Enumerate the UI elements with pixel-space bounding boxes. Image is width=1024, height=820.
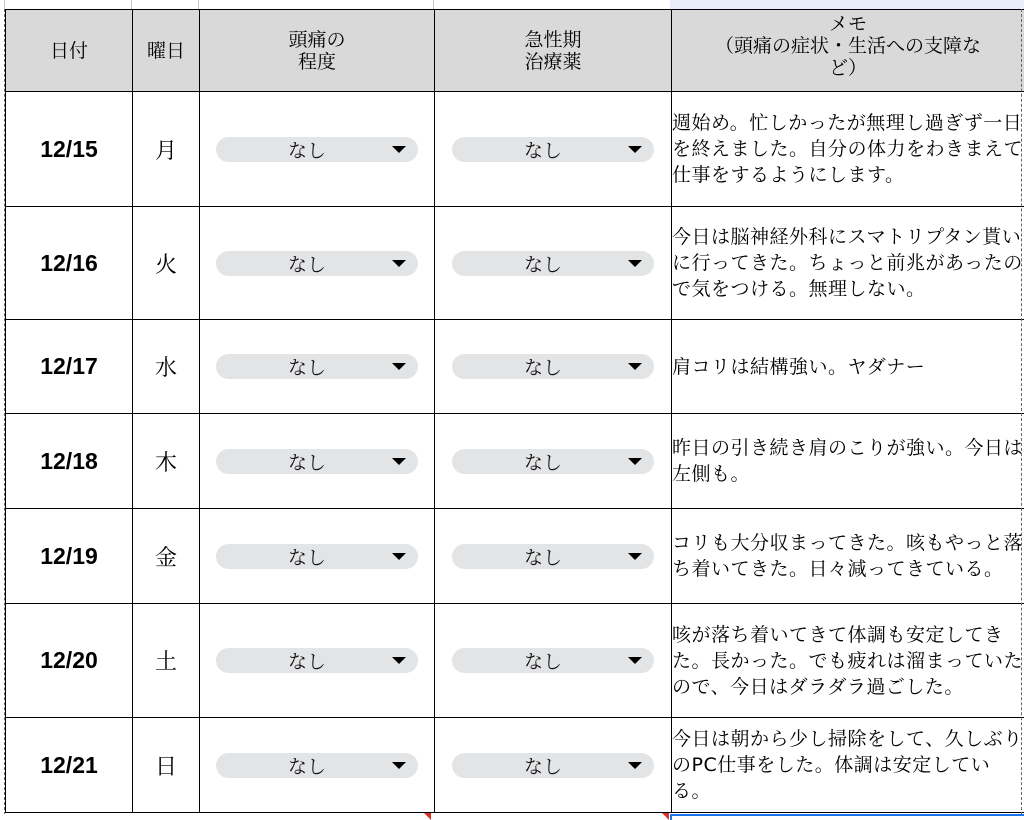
selected-column-highlight [670,0,1024,9]
severity-cell[interactable] [200,509,435,604]
medicine-cell[interactable] [435,320,672,414]
weekday-cell[interactable]: 土 [133,604,200,718]
severity-cell[interactable] [200,414,435,509]
memo-cell[interactable]: 咳が落ち着いてきて体調も安定してきた。長かった。でも疲れは溜まっていたので、今日はダラダラ過ごした。 [672,604,1024,718]
header-memo-line2: （頭痛の症状・生活への支障な [714,34,981,57]
table-row [6,92,1024,207]
severity-cell[interactable] [200,207,435,320]
memo-cell[interactable]: 昨日の引き続き肩のこりが強い。今日は左側も。 [672,414,1024,509]
medicine-dropdown[interactable] [452,753,654,778]
severity-cell[interactable] [200,604,435,718]
severity-dropdown[interactable] [216,544,418,569]
chevron-down-icon[interactable] [392,458,406,465]
chevron-down-icon[interactable] [628,458,642,465]
chevron-down-icon[interactable] [392,553,406,560]
medicine-dropdown[interactable] [452,251,654,276]
chevron-down-icon[interactable] [628,553,642,560]
header-memo-line1: メモ [828,12,867,35]
table-row [6,414,1024,509]
medicine-dropdown-value: なし [523,451,562,474]
severity-dropdown[interactable] [216,449,418,474]
header-row [6,10,1024,92]
column-strip [0,0,1024,9]
medicine-dropdown-value: なし [523,357,562,379]
header-medicine-line1: 急性期 [524,28,582,51]
severity-dropdown-value: なし [287,546,326,569]
weekday-cell[interactable]: 火 [133,207,200,320]
comment-marker[interactable] [662,813,669,820]
header-memo-line3: ど） [828,56,867,79]
chevron-down-icon[interactable] [628,363,642,370]
date-cell[interactable]: 12/18 [6,414,133,509]
page-break-right [1021,9,1022,820]
severity-dropdown[interactable] [216,354,418,379]
severity-dropdown-value: なし [287,651,326,673]
date-cell[interactable]: 12/17 [6,320,133,414]
weekday-cell[interactable]: 金 [133,509,200,604]
chevron-down-icon[interactable] [392,762,406,769]
table-row [6,604,1024,718]
table-row [6,207,1024,320]
header-memo[interactable] [672,10,1024,92]
header-date[interactable]: 日付 [6,10,133,92]
header-severity[interactable] [200,10,435,92]
severity-cell[interactable] [200,718,435,813]
medicine-dropdown-value: なし [523,253,562,276]
medicine-dropdown-value: なし [523,546,562,569]
severity-dropdown-value: なし [287,253,326,276]
chevron-down-icon[interactable] [628,146,642,153]
severity-dropdown-value: なし [287,451,326,474]
severity-dropdown-value: なし [287,139,326,162]
medicine-dropdown-value: なし [523,755,562,778]
severity-dropdown-value: なし [287,357,326,379]
header-medicine-line2: 治療薬 [524,50,582,73]
medicine-cell[interactable] [435,92,672,207]
memo-cell[interactable]: 週始め。忙しかったが無理し過ぎず一日を終えました。自分の体力をわきまえて仕事をするようにします。 [672,92,1024,207]
header-medicine[interactable] [435,10,672,92]
chevron-down-icon[interactable] [628,260,642,267]
severity-dropdown-value: なし [287,755,326,778]
chevron-down-icon[interactable] [392,657,406,664]
medicine-dropdown-value: なし [523,651,562,673]
severity-dropdown[interactable] [216,251,418,276]
weekday-cell[interactable]: 月 [133,92,200,207]
severity-dropdown[interactable] [216,137,418,162]
medicine-dropdown[interactable] [452,449,654,474]
table-row [6,509,1024,604]
severity-cell[interactable] [200,320,435,414]
date-cell[interactable]: 12/20 [6,604,133,718]
weekday-cell[interactable]: 水 [133,320,200,414]
medicine-dropdown[interactable] [452,137,654,162]
chevron-down-icon[interactable] [392,363,406,370]
page-break-left [4,9,5,820]
memo-cell[interactable]: 今日は脳神経外科にスマトリプタン貰いに行ってきた。ちょっと前兆があったので気をつける。無理しない。 [672,207,1024,320]
active-cell-outline[interactable] [670,814,1024,820]
header-severity-line2: 程度 [297,50,336,73]
weekday-cell[interactable]: 木 [133,414,200,509]
header-severity-line1: 頭痛の [288,28,346,51]
chevron-down-icon[interactable] [392,260,406,267]
medicine-cell[interactable] [435,207,672,320]
medicine-cell[interactable] [435,604,672,718]
comment-marker[interactable] [424,813,431,820]
date-cell[interactable]: 12/16 [6,207,133,320]
medicine-dropdown[interactable] [452,354,654,379]
chevron-down-icon[interactable] [392,146,406,153]
memo-cell[interactable]: 肩コリは結構強い。ヤダナー [672,320,1024,414]
date-cell[interactable]: 12/21 [6,718,133,813]
severity-cell[interactable] [200,92,435,207]
headache-log-table [5,9,1024,813]
memo-cell[interactable]: コリも大分収まってきた。咳もやっと落ち着いてきた。日々減ってきている。 [672,509,1024,604]
medicine-cell[interactable] [435,718,672,813]
medicine-cell[interactable] [435,414,672,509]
weekday-cell[interactable]: 日 [133,718,200,813]
medicine-dropdown-value: なし [523,139,562,162]
date-cell[interactable]: 12/15 [6,92,133,207]
header-weekday[interactable]: 曜日 [133,10,200,92]
severity-dropdown[interactable] [216,648,418,673]
severity-dropdown[interactable] [216,753,418,778]
date-cell[interactable]: 12/19 [6,509,133,604]
table-row [6,718,1024,813]
medicine-dropdown[interactable] [452,544,654,569]
chevron-down-icon[interactable] [628,762,642,769]
medicine-cell[interactable] [435,509,672,604]
table-row [6,320,1024,414]
memo-cell[interactable]: 今日は朝から少し掃除をして、久しぶりのPC仕事をした。体調は安定している。 [672,718,1024,813]
chevron-down-icon[interactable] [628,657,642,664]
medicine-dropdown[interactable] [452,648,654,673]
